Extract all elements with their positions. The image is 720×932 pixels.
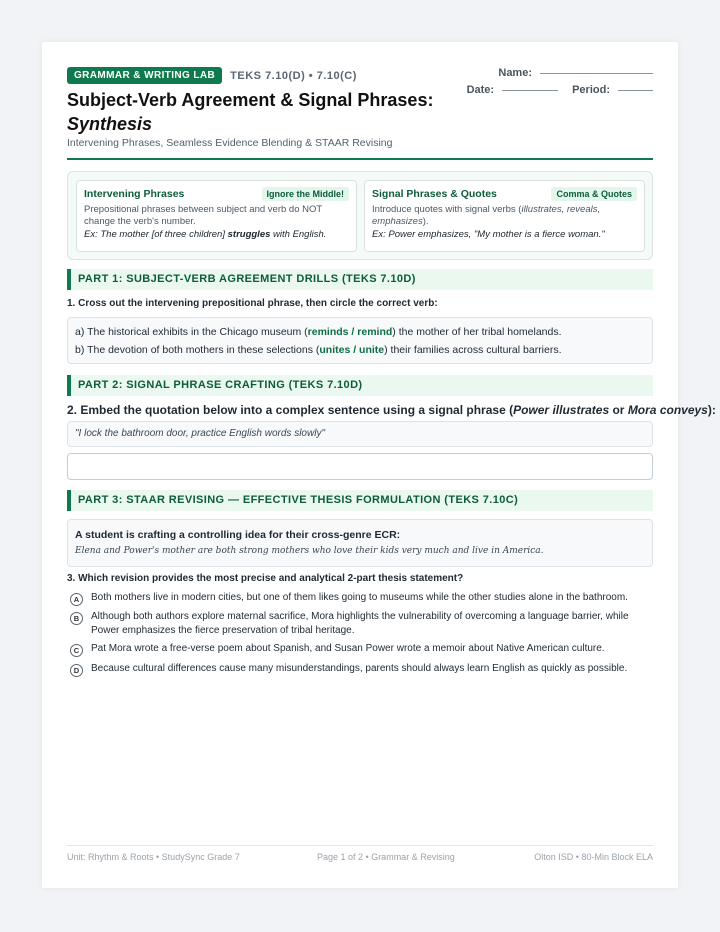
card-tag: Ignore the Middle!	[262, 187, 350, 201]
part-2-heading: PART 2: SIGNAL PHRASE CRAFTING (TEKS 7.10D)	[67, 375, 653, 396]
concept-cards	[67, 171, 653, 260]
verb-choice-b[interactable]: unites / unite	[319, 344, 385, 356]
part-3-heading: PART 3: STAAR REVISING — EFFECTIVE THESIS FORMULATION (TEKS 7.10C)	[67, 490, 653, 511]
footer-page-number: Page 1 of 2 • Grammar & Revising	[317, 852, 455, 862]
name-field[interactable]	[498, 67, 653, 79]
ecr-draft-text: Elena and Power's mother are both strong mothers who love their kids very much and live in America.	[75, 546, 544, 556]
name-label: Name:	[498, 67, 532, 79]
option-text: Both mothers live in modern cities, but one of them likes going to museums while the other studies alone in the bathroom.	[91, 592, 628, 603]
option-bubble[interactable]: A	[70, 593, 83, 606]
drill-item-b: b) The devotion of both mothers in these selections (unites / unite) their families across cultural barriers.	[75, 344, 562, 356]
card-text: Prepositional phrases between subject and verb do NOT change the verb's number.	[84, 204, 322, 227]
drill-box	[67, 317, 653, 364]
footer-unit: Unit: Rhythm & Roots • StudySync Grade 7	[67, 852, 240, 862]
option-text: Because cultural differences cause many misunderstandings, parents should always learn English as quickly as possible.	[91, 663, 628, 674]
question-2: 2. Embed the quotation below into a complex sentence using a signal phrase (Power illustrates or Mora conveys):	[67, 403, 716, 417]
date-label: Date:	[466, 84, 495, 96]
title-line-2: Synthesis	[67, 114, 153, 134]
card-signal-phrases	[364, 180, 645, 252]
question-1: 1. Cross out the intervening prepositional phrase, then circle the correct verb:	[67, 298, 438, 309]
card-example: Ex: Power emphasizes, "My mother is a fierce woman."	[372, 229, 605, 240]
card-title: Signal Phrases & Quotes	[372, 188, 497, 200]
option-bubble[interactable]: D	[70, 664, 83, 677]
question-3: 3. Which revision provides the most precise and analytical 2-part thesis statement?	[67, 573, 464, 584]
ecr-prompt-box	[67, 519, 653, 567]
answer-option-d[interactable]	[70, 662, 650, 677]
page-subtitle: Intervening Phrases, Seamless Evidence Blending & STAAR Revising	[67, 137, 393, 149]
period-label: Period:	[572, 84, 610, 96]
answer-input-box[interactable]	[67, 453, 653, 480]
header-divider	[67, 158, 653, 160]
footer-divider	[67, 845, 653, 846]
quote-box	[67, 421, 653, 447]
option-text: Pat Mora wrote a free-verse poem about Spanish, and Susan Power wrote a memoir about Native American culture.	[91, 643, 605, 654]
option-text: Although both authors explore maternal sacrifice, Mora highlights the vulnerability of overcoming a language barrier, while Power emphasizes the fierce preservation of tribal heritage.	[91, 611, 629, 636]
page-title	[67, 88, 467, 136]
footer-district: Olton ISD • 80-Min Block ELA	[534, 852, 653, 862]
answer-option-a[interactable]	[70, 591, 650, 606]
answer-option-c[interactable]	[70, 642, 650, 657]
date-line[interactable]	[502, 90, 558, 91]
worksheet-page	[42, 42, 716, 888]
period-line[interactable]	[618, 90, 653, 91]
ecr-heading: A student is crafting a controlling idea for their cross-genre ECR:	[75, 529, 401, 541]
part-1-heading: PART 1: SUBJECT-VERB AGREEMENT DRILLS (TEKS 7.10D)	[67, 269, 653, 290]
drill-item-a: a) The historical exhibits in the Chicago museum (reminds / remind) the mother of her tribal homelands.	[75, 326, 562, 338]
card-intervening-phrases	[76, 180, 357, 252]
header-meta	[67, 67, 357, 84]
card-title: Intervening Phrases	[84, 188, 185, 200]
verb-choice-a[interactable]: reminds / remind	[307, 326, 393, 338]
quote-text: "I lock the bathroom door, practice English words slowly"	[75, 428, 325, 439]
option-bubble[interactable]: B	[70, 612, 83, 625]
option-bubble[interactable]: C	[70, 644, 83, 657]
date-period-row	[467, 84, 653, 96]
lab-badge: GRAMMAR & WRITING LAB	[67, 67, 222, 84]
teks-standards: TEKS 7.10(D) • 7.10(C)	[230, 69, 357, 82]
card-text: Introduce quotes with signal verbs (illustrates, reveals, emphasizes).	[372, 204, 601, 227]
card-example: Ex: The mother [of three children] struggles with English.	[84, 229, 327, 240]
title-line-1: Subject-Verb Agreement & Signal Phrases:	[67, 90, 434, 110]
answer-option-b[interactable]	[70, 610, 650, 638]
card-tag: Comma & Quotes	[551, 187, 637, 201]
name-line[interactable]	[540, 73, 653, 74]
